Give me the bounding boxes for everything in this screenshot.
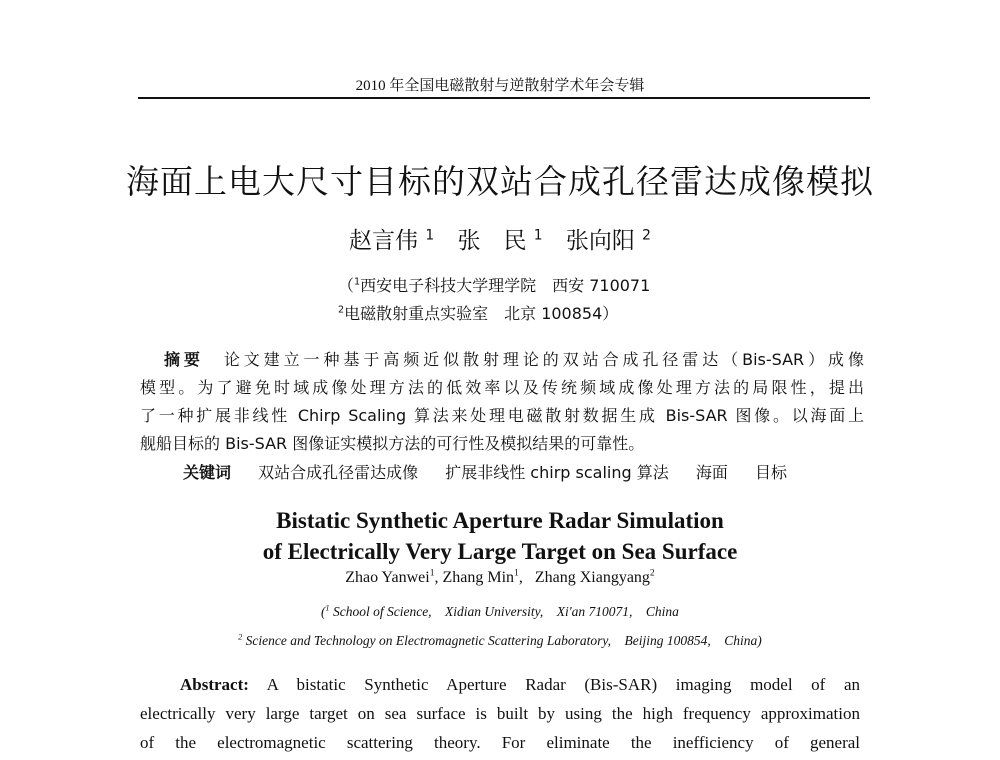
abstract-cn-label: 摘要 <box>164 350 204 369</box>
authors-english <box>0 569 1000 587</box>
header-rule <box>138 97 870 99</box>
running-header: 2010 年全国电磁散射与逆散射学术年会专辑 <box>355 78 645 94</box>
abstract-english <box>140 670 860 757</box>
author-en-1: Zhao Yanwei$^1$, <box>345 567 439 586</box>
abstract-en-line-2: electrically very large target on sea surface is built by using the high frequency approximation <box>140 704 860 723</box>
title-chinese: 海面上电大尺寸目标的双站合成孔径雷达成像模拟 <box>126 162 874 201</box>
affiliation-cn-2: $^2$电磁散射重点实验室 北京 100854） <box>338 304 619 323</box>
affiliation-en-2: $^2$ Science and Technology on Electromagnetic Scattering Laboratory, Beijing 100854, China) <box>238 632 762 648</box>
keyword-cn-4: 目标 <box>754 463 787 482</box>
title-english-line-2: of Electrically Very Large Target on Sea Surface <box>262 539 738 564</box>
abstract-cn-line-1: 摘要 论文建立一种基于高频近似散射理论的双站合成孔径雷达（Bis-SAR）成像 <box>164 350 864 369</box>
author-cn-2: 张 民 $^1$ <box>457 227 543 254</box>
affiliation-en-1: ($^1$ School of Science, Xidian University, Xi'an 710071, China <box>321 603 679 619</box>
keyword-cn-1: 双站合成孔径雷达成像 <box>258 463 419 482</box>
author-en-2: Zhang Min$^1$, <box>442 567 523 586</box>
keywords-chinese <box>183 460 787 483</box>
keyword-cn-2: 扩展非线性 chirp scaling 算法 <box>445 463 669 482</box>
keywords-cn-label: 关键词 <box>183 463 232 482</box>
title-english-line-1: Bistatic Synthetic Aperture Radar Simulation <box>276 508 724 533</box>
keyword-cn-3: 海面 <box>695 463 728 482</box>
author-en-3: Zhang Xiangyang$^2$ <box>534 567 655 586</box>
abstract-cn-line-3: 了一种扩展非线性 Chirp Scaling 算法来处理电磁散射数据生成 Bis-SAR 图像。以海面上 <box>140 406 864 425</box>
abstract-en-label: Abstract: <box>180 675 249 694</box>
abstract-cn-line-4: 舰船目标的 Bis-SAR 图像证实模拟方法的可行性及模拟结果的可靠性。 <box>140 434 645 453</box>
affiliation-cn-1: （$^1$西安电子科技大学理学院 西安 710071 <box>338 276 651 295</box>
abstract-en-line-3: of the electromagnetic scattering theory. For eliminate the inefficiency of general <box>140 733 860 752</box>
author-cn-3: 张向阳 $^2$ <box>565 227 651 254</box>
abstract-en-line-1: Abstract: A bistatic Synthetic Aperture Radar (Bis-SAR) imaging model of an <box>180 675 860 694</box>
abstract-chinese <box>140 346 864 458</box>
author-cn-1: 赵言伟 $^1$ <box>349 227 435 254</box>
abstract-cn-line-2: 模型。为了避免时域成像处理方法的低效率以及传统频域成像处理方法的局限性，提出 <box>140 378 864 397</box>
authors-chinese <box>0 222 1000 255</box>
